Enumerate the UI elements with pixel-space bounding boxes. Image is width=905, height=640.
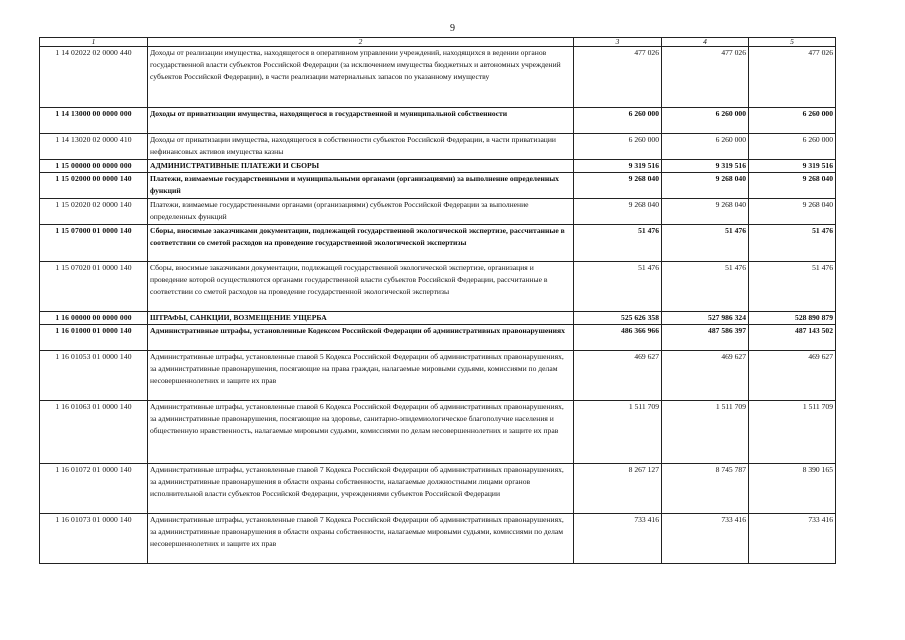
value-cell-col3: 477 026 [574, 47, 662, 108]
description-cell: Доходы от реализации имущества, находящегося в оперативном управлении учреждений, находящихся в ведении органов государственной власти субъектов Российской Федерации (за исключением имущества бюджетных и автономных учреждений субъектов Российской Федерации), в части реализации материальных запасов по указанному имуществу [148, 47, 574, 108]
value-cell-col3: 6 260 000 [574, 108, 662, 134]
value-cell-col4: 9 319 516 [662, 160, 749, 173]
value-cell-col4: 9 268 040 [662, 173, 749, 199]
value-cell-col4: 9 268 040 [662, 199, 749, 225]
value-cell-col4: 477 026 [662, 47, 749, 108]
description-cell: ШТРАФЫ, САНКЦИИ, ВОЗМЕЩЕНИЕ УЩЕРБА [148, 312, 574, 325]
table-row [40, 173, 836, 199]
value-cell-col4: 1 511 709 [662, 401, 749, 464]
value-cell-col5: 6 260 000 [749, 108, 836, 134]
description-cell: Доходы от приватизации имущества, находящегося в собственности субъектов Российской Федерации, в части приватизации нефинансовых активов имущества казны [148, 134, 574, 160]
value-cell-col3: 8 267 127 [574, 464, 662, 514]
value-cell-col5: 9 268 040 [749, 173, 836, 199]
table-row [40, 351, 836, 401]
value-cell-col5: 51 476 [749, 225, 836, 262]
value-cell-col5: 733 416 [749, 514, 836, 564]
budget-code-cell: 1 15 02000 00 0000 140 [40, 173, 148, 199]
value-cell-col4: 6 260 000 [662, 134, 749, 160]
value-cell-col5: 9 319 516 [749, 160, 836, 173]
value-cell-col5: 9 268 040 [749, 199, 836, 225]
value-cell-col3: 51 476 [574, 262, 662, 312]
revenue-table [39, 37, 836, 564]
value-cell-col3: 9 268 040 [574, 173, 662, 199]
description-cell: Административные штрафы, установленные главой 6 Кодекса Российской Федерации об административных правонарушениях, за административные правонарушения, посягающие на здоровье, санитарно-эпидемиологическое благополучие населения и общественную нравственность, налагаемые мировыми судьями, комиссиями по делам несовершеннолетних и защите их прав [148, 401, 574, 464]
description-cell: Платежи, взимаемые государственными и муниципальными органами (организациями) за выполнение определенных функций [148, 173, 574, 199]
description-cell: Административные штрафы, установленные главой 5 Кодекса Российской Федерации об административных правонарушениях, за административные правонарушения, посягающие на права граждан, налагаемые мировыми судьями, комиссиями по делам несовершеннолетних и защите их прав [148, 351, 574, 401]
budget-code-cell: 1 15 00000 00 0000 000 [40, 160, 148, 173]
value-cell-col4: 6 260 000 [662, 108, 749, 134]
description-cell: Доходы от приватизации имущества, находящегося в государственной и муниципальной собственности [148, 108, 574, 134]
value-cell-col4: 51 476 [662, 262, 749, 312]
value-cell-col5: 51 476 [749, 262, 836, 312]
value-cell-col4: 8 745 787 [662, 464, 749, 514]
value-cell-col4: 487 586 397 [662, 325, 749, 351]
column-number: 5 [749, 38, 836, 47]
description-cell: Сборы, вносимые заказчиками документации, подлежащей государственной экологической экспертизе, рассчитанные в соответствии со сметой расходов на проведение государственной экологической экспертизы [148, 225, 574, 262]
table-row [40, 312, 836, 325]
column-number-row [40, 38, 836, 47]
budget-code-cell: 1 14 13020 02 0000 410 [40, 134, 148, 160]
budget-code-cell: 1 16 01000 01 0000 140 [40, 325, 148, 351]
budget-code-cell: 1 15 02020 02 0000 140 [40, 199, 148, 225]
budget-code-cell: 1 15 07020 01 0000 140 [40, 262, 148, 312]
value-cell-col3: 733 416 [574, 514, 662, 564]
table-row [40, 47, 836, 108]
description-cell: Административные штрафы, установленные главой 7 Кодекса Российской Федерации об административных правонарушениях, за административные правонарушения в области охраны собственности, налагаемые мировыми судьями, комиссиями по делам несовершеннолетних и защите их прав [148, 514, 574, 564]
value-cell-col3: 6 260 000 [574, 134, 662, 160]
value-cell-col3: 469 627 [574, 351, 662, 401]
value-cell-col4: 51 476 [662, 225, 749, 262]
description-cell: Сборы, вносимые заказчиками документации, подлежащей государственной экологической экспертизе, организация и проведение которой осуществляются органами государственной власти субъектов Российской Федерации, рассчитанные в соответствии со сметой расходов на проведение государственной экологической экспертизы [148, 262, 574, 312]
table-row [40, 225, 836, 262]
table-row [40, 464, 836, 514]
description-cell: АДМИНИСТРАТИВНЫЕ ПЛАТЕЖИ И СБОРЫ [148, 160, 574, 173]
value-cell-col5: 487 143 502 [749, 325, 836, 351]
value-cell-col3: 486 366 966 [574, 325, 662, 351]
budget-code-cell: 1 16 01053 01 0000 140 [40, 351, 148, 401]
description-cell: Административные штрафы, установленные главой 7 Кодекса Российской Федерации об административных правонарушениях, за административные правонарушения в области охраны собственности, налагаемые должностными лицами органов исполнительной власти субъектов Российской Федерации, учреждениями субъектов Российской Федерации [148, 464, 574, 514]
budget-code-cell: 1 16 01073 01 0000 140 [40, 514, 148, 564]
value-cell-col5: 477 026 [749, 47, 836, 108]
budget-code-cell: 1 14 02022 02 0000 440 [40, 47, 148, 108]
value-cell-col3: 9 268 040 [574, 199, 662, 225]
table-row [40, 134, 836, 160]
column-number: 4 [662, 38, 749, 47]
value-cell-col3: 1 511 709 [574, 401, 662, 464]
table-row [40, 262, 836, 312]
value-cell-col3: 9 319 516 [574, 160, 662, 173]
value-cell-col5: 469 627 [749, 351, 836, 401]
budget-code-cell: 1 15 07000 01 0000 140 [40, 225, 148, 262]
table-row [40, 160, 836, 173]
page-number: 9 [450, 23, 455, 34]
description-cell: Платежи, взимаемые государственными органами (организациями) субъектов Российской Федерации за выполнение определенных функций [148, 199, 574, 225]
value-cell-col5: 6 260 000 [749, 134, 836, 160]
description-cell: Административные штрафы, установленные Кодексом Российской Федерации об административных правонарушениях [148, 325, 574, 351]
column-number: 3 [574, 38, 662, 47]
table-row [40, 325, 836, 351]
column-number: 1 [40, 38, 148, 47]
value-cell-col4: 527 986 324 [662, 312, 749, 325]
table-body [40, 38, 836, 564]
column-number: 2 [148, 38, 574, 47]
table-row [40, 108, 836, 134]
value-cell-col5: 8 390 165 [749, 464, 836, 514]
value-cell-col4: 733 416 [662, 514, 749, 564]
table-row [40, 514, 836, 564]
value-cell-col5: 1 511 709 [749, 401, 836, 464]
value-cell-col3: 51 476 [574, 225, 662, 262]
budget-code-cell: 1 16 00000 00 0000 000 [40, 312, 148, 325]
value-cell-col3: 525 626 358 [574, 312, 662, 325]
budget-code-cell: 1 16 01063 01 0000 140 [40, 401, 148, 464]
value-cell-col5: 528 890 879 [749, 312, 836, 325]
budget-code-cell: 1 16 01072 01 0000 140 [40, 464, 148, 514]
budget-code-cell: 1 14 13000 00 0000 000 [40, 108, 148, 134]
table-row [40, 401, 836, 464]
table-row [40, 199, 836, 225]
value-cell-col4: 469 627 [662, 351, 749, 401]
